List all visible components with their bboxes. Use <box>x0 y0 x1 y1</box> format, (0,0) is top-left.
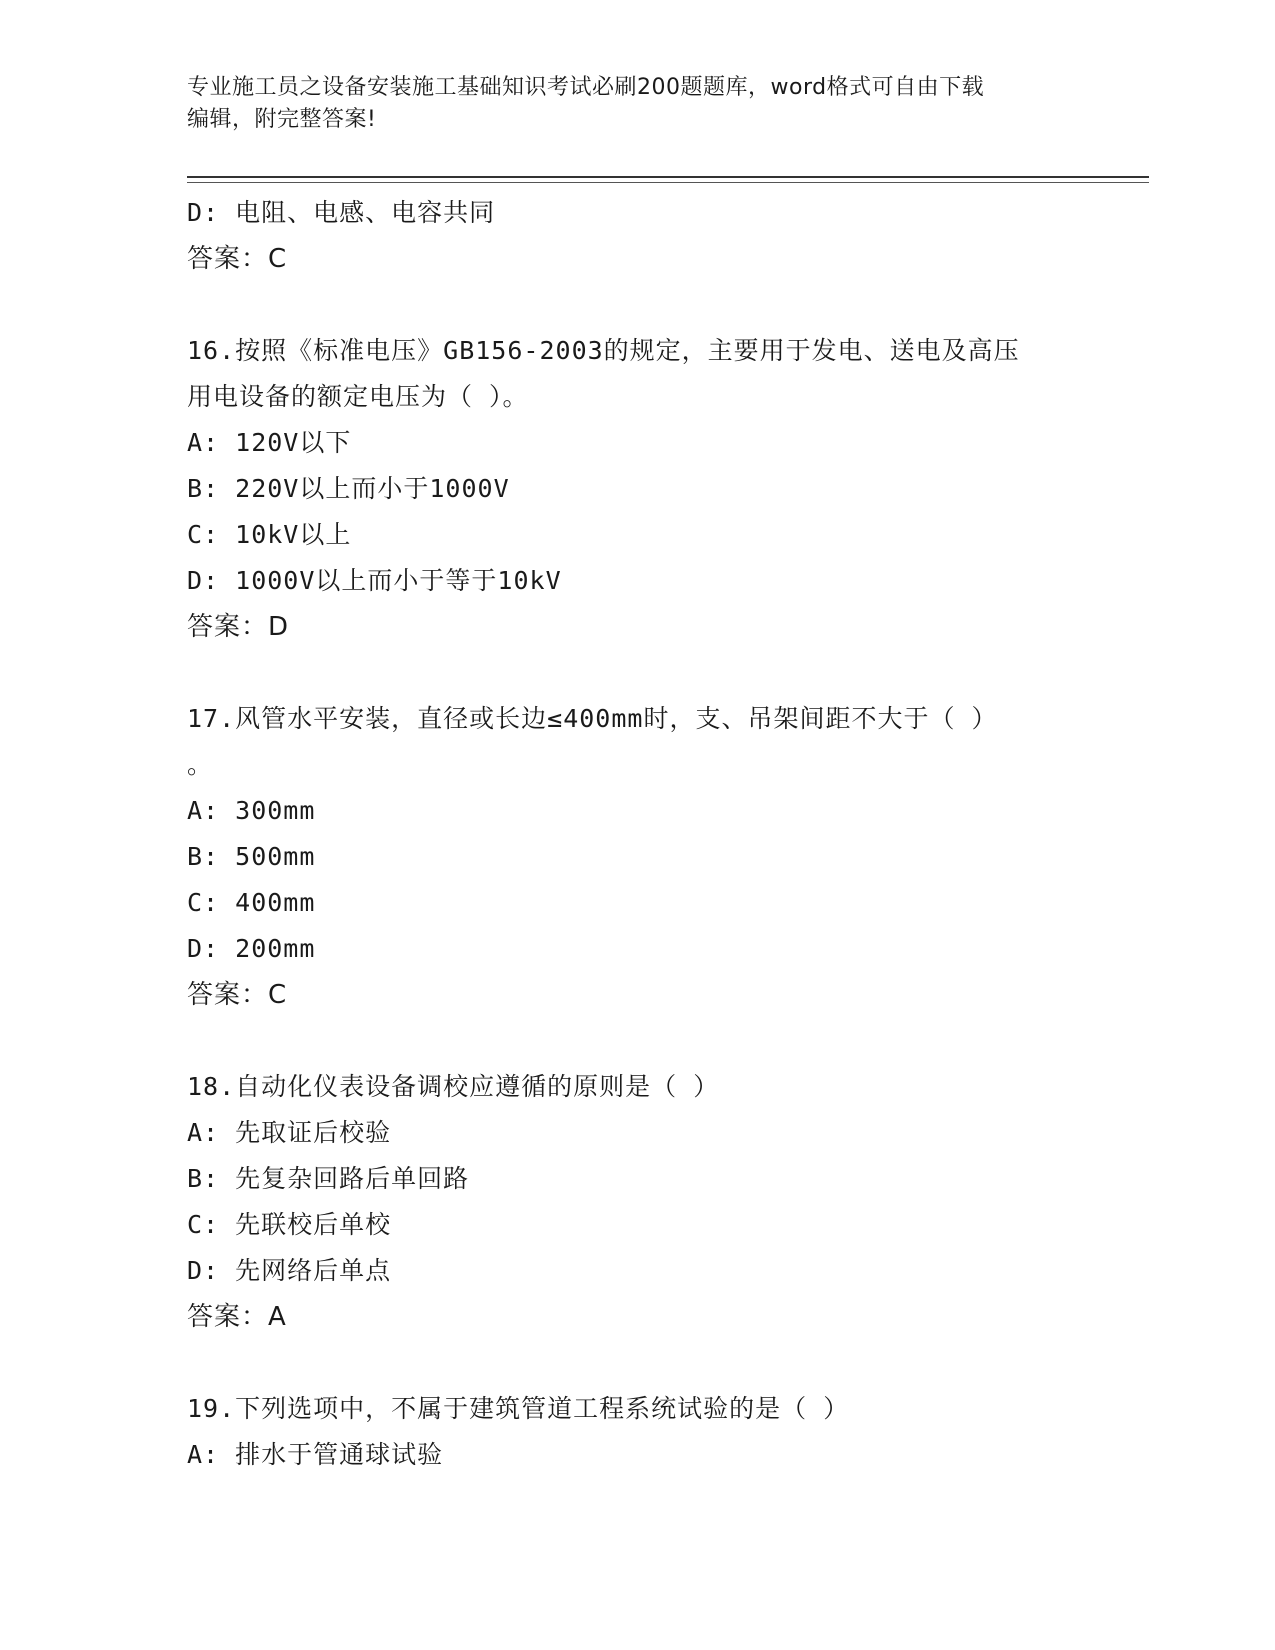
answer-line: 答案：D <box>187 612 290 642</box>
option-b: B: 500mm <box>187 842 316 871</box>
question-stem: 17.风管水平安装，直径或长边≤400mm时，支、吊架间距不大于（ ） <box>187 704 998 733</box>
header-divider-thick <box>187 176 1149 178</box>
answer-line: 答案：C <box>187 244 288 274</box>
question-19 <box>187 1386 1087 1478</box>
spacer <box>187 1340 1087 1386</box>
question-18 <box>187 1064 1087 1340</box>
question-content <box>187 190 1087 1478</box>
option-b: B: 220V以上而小于1000V <box>187 474 510 503</box>
option-c: C: 先联校后单校 <box>187 1210 392 1239</box>
answer-line: 答案：A <box>187 1302 287 1332</box>
question-stem: 19.下列选项中，不属于建筑管道工程系统试验的是（ ） <box>187 1394 850 1423</box>
spacer <box>187 650 1087 696</box>
question-stem-cont: 用电设备的额定电压为（ ）。 <box>187 382 529 411</box>
option-a: A: 300mm <box>187 796 316 825</box>
answer-line: 答案：C <box>187 980 288 1010</box>
option-d: D: 先网络后单点 <box>187 1256 392 1285</box>
header-line-2: 编辑，附完整答案! <box>187 107 377 132</box>
spacer <box>187 1018 1087 1064</box>
question-15-tail <box>187 190 1087 282</box>
question-stem-cont: 。 <box>187 750 214 779</box>
option-d: D: 电阻、电感、电容共同 <box>187 198 496 227</box>
question-stem: 16.按照《标准电压》GB156-2003的规定，主要用于发电、送电及高压 <box>187 336 1020 365</box>
option-d: D: 200mm <box>187 934 316 963</box>
header-divider-thin <box>187 182 1149 183</box>
question-16 <box>187 328 1087 650</box>
spacer <box>187 282 1087 328</box>
question-stem: 18.自动化仪表设备调校应遵循的原则是（ ） <box>187 1072 720 1101</box>
option-a: A: 先取证后校验 <box>187 1118 392 1147</box>
option-b: B: 先复杂回路后单回路 <box>187 1164 470 1193</box>
option-c: C: 10kV以上 <box>187 520 352 549</box>
question-17 <box>187 696 1087 1018</box>
header-line-1: 专业施工员之设备安装施工基础知识考试必刷200题题库，word格式可自由下载 <box>187 75 985 100</box>
option-a: A: 排水于管通球试验 <box>187 1440 444 1469</box>
document-header <box>187 72 1087 136</box>
option-d: D: 1000V以上而小于等于10kV <box>187 566 562 595</box>
option-a: A: 120V以下 <box>187 428 352 457</box>
option-c: C: 400mm <box>187 888 316 917</box>
